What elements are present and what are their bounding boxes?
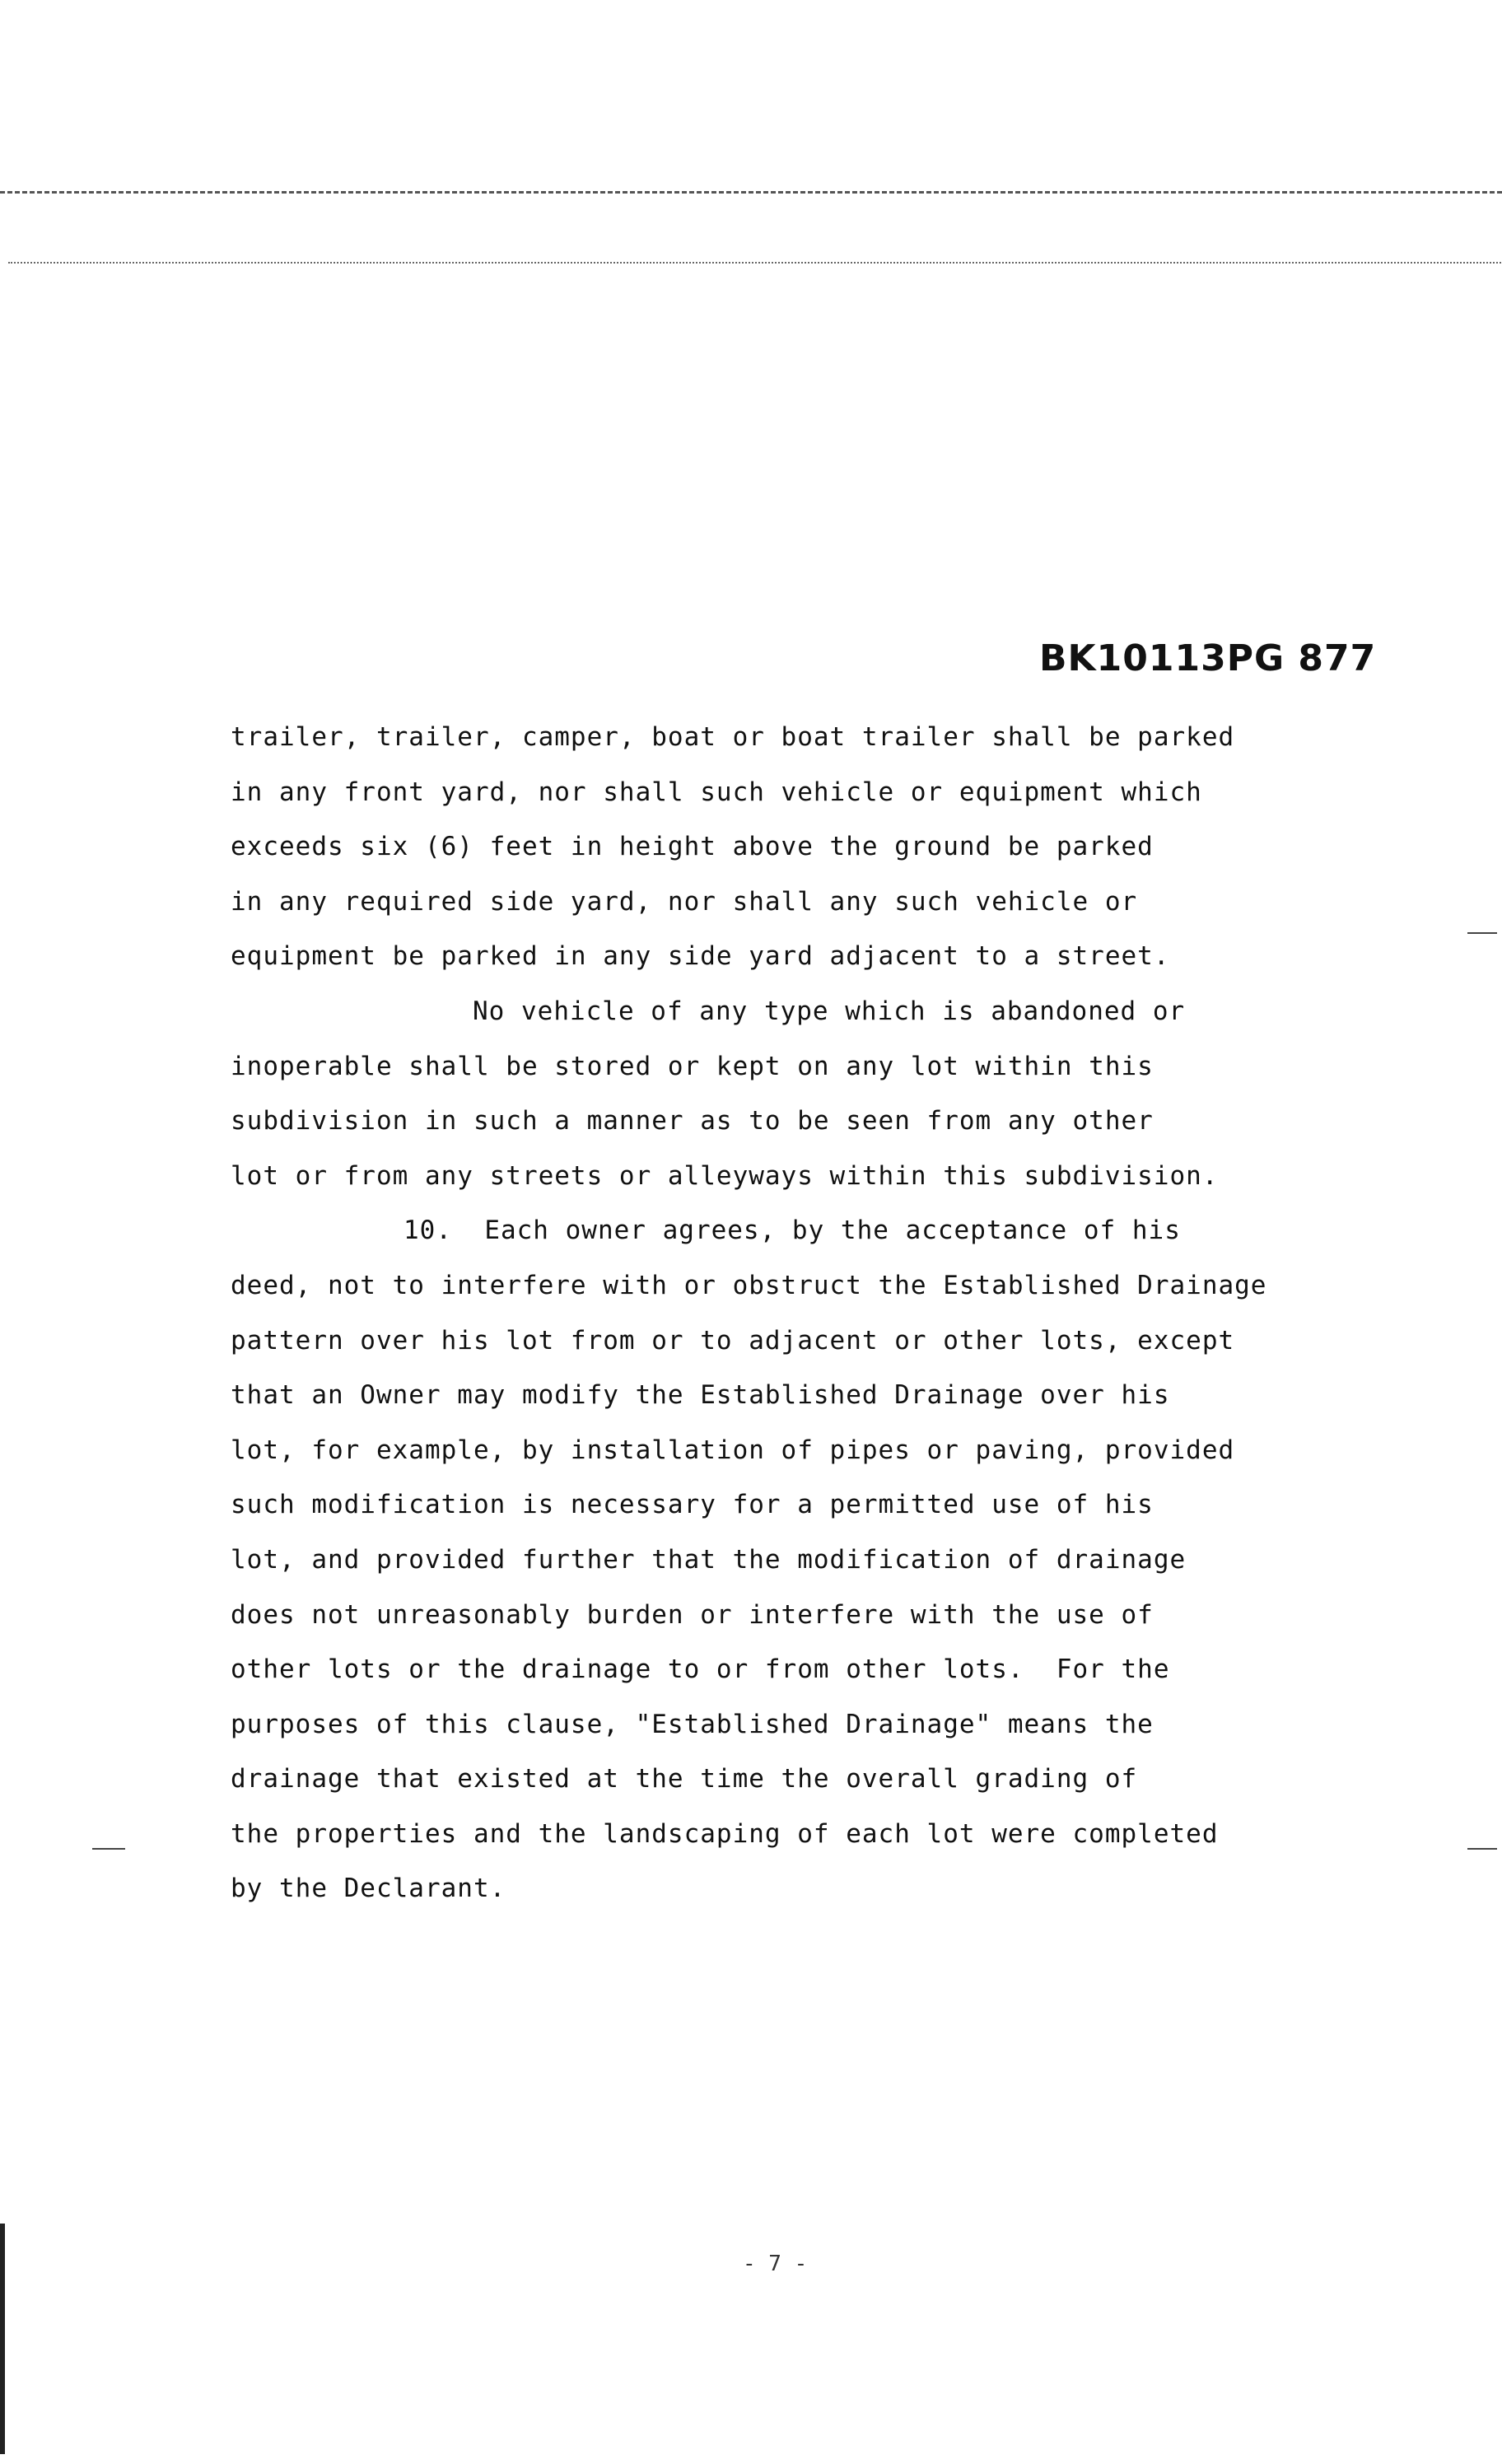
body-line: by the Declarant.: [231, 1874, 506, 1904]
body-line: such modification is necessary for a permitted use of his: [231, 1490, 1154, 1520]
body-line: deed, not to interfere with or obstruct the Established Drainage: [231, 1270, 1267, 1300]
book-page-reference: BK10113PG 877: [1039, 637, 1377, 679]
body-line: other lots or the drainage to or from other lots. For the: [231, 1654, 1170, 1685]
body-line: inoperable shall be stored or kept on any lot within this: [231, 1051, 1154, 1081]
body-line: does not unreasonably burden or interfere with the use of: [231, 1599, 1154, 1630]
body-line: that an Owner may modify the Established Drainage over his: [231, 1380, 1170, 1411]
body-line: pattern over his lot from or to adjacent or other lots, except: [231, 1325, 1235, 1356]
margin-tick-mark: [92, 1848, 125, 1850]
body-line: in any required side yard, nor shall any such vehicle or: [231, 886, 1138, 917]
margin-tick-mark: [1467, 932, 1497, 934]
body-line: exceeds six (6) feet in height above the ground be parked: [231, 832, 1154, 862]
body-line: in any front yard, nor shall such vehicle or equipment which: [231, 777, 1202, 807]
body-line: purposes of this clause, "Established Drainage" means the: [231, 1709, 1154, 1739]
header-dashed-rule: [0, 191, 1502, 194]
body-line: lot or from any streets or alleyways within this subdivision.: [231, 1160, 1219, 1191]
body-line: drainage that existed at the time the overall grading of: [231, 1764, 1138, 1794]
body-line: trailer, trailer, camper, boat or boat trailer shall be parked: [231, 722, 1235, 752]
body-line: the properties and the landscaping of each lot were completed: [231, 1818, 1219, 1849]
body-line: subdivision in such a manner as to be seen from any other: [231, 1106, 1154, 1136]
body-line: lot, for example, by installation of pipes or paving, provided: [231, 1435, 1235, 1465]
paragraph-start-line: No vehicle of any type which is abandoned or: [473, 996, 1186, 1026]
page-number: - 7 -: [743, 2252, 808, 2276]
margin-tick-mark: [1467, 1848, 1497, 1850]
body-line: lot, and provided further that the modification of drainage: [231, 1544, 1187, 1575]
body-line: equipment be parked in any side yard adjacent to a street.: [231, 941, 1170, 972]
scan-edge-bar: [0, 2224, 5, 2454]
numbered-paragraph-start-line: 10. Each owner agrees, by the acceptance of his: [403, 1216, 1181, 1246]
document-body: [231, 710, 1334, 1916]
header-dotted-rule: [8, 262, 1502, 264]
